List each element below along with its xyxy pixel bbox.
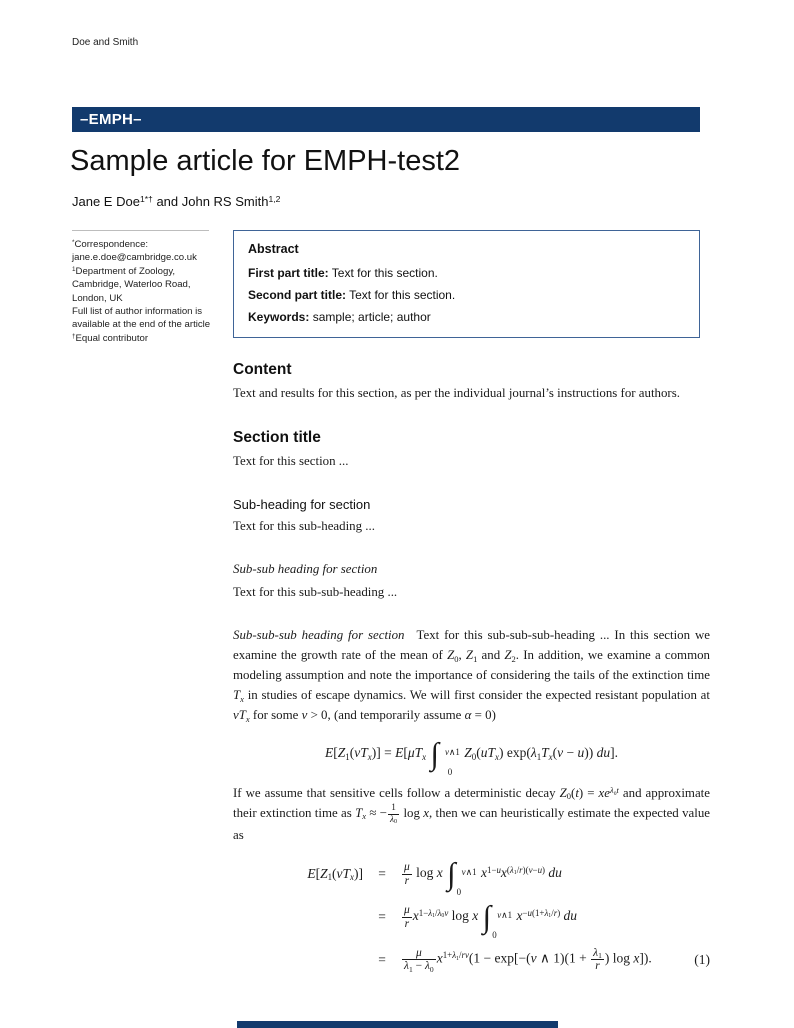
equation-rhs: $\frac{\mu}{r}$ log x ∫ v∧1 0 $x^{1-u}x^{(\lambda_1/r)(v-u)}$ du (404, 855, 562, 898)
run-in-paragraph (233, 625, 710, 725)
equation-rhs: $\frac{\mu}{r}$ $x^{1-\lambda_1/\lambda_0v}$ log x ∫ v∧1 0 $x^{-u(1+\lambda_1/r)}$ du (404, 898, 578, 941)
section-paragraph: Text for this section ... (233, 454, 349, 468)
subsubsection-paragraph: Text for this sub-sub-heading ... (233, 585, 398, 599)
equation-relation: = (378, 951, 386, 967)
author-info-note: available at the end of the article (72, 319, 211, 331)
article-title: Sample article for EMPH-test2 (70, 145, 461, 177)
section-heading-content: Content (233, 361, 292, 378)
abstract-item (248, 266, 685, 280)
abstract-keywords-text: sample; article; author (309, 310, 431, 324)
equation-lhs: $E[Z_1(vT_x)]$ (307, 865, 363, 883)
footer-bar (237, 1021, 558, 1028)
abstract-item-label: First part title: (248, 266, 329, 280)
running-head: Doe and Smith (72, 37, 139, 48)
abstract-box (233, 230, 700, 338)
affiliation-line: $^1$Department of Zoology, (72, 265, 176, 277)
affiliation-line: Cambridge, Waterloo Road, (72, 279, 191, 291)
affiliation-line: London, UK (72, 292, 123, 304)
equation-row (233, 855, 710, 898)
subsubsection-heading: Sub-sub heading for section (233, 562, 378, 576)
equation-relation: = (378, 908, 386, 924)
run-in-heading: Sub-sub-sub heading for section (233, 628, 405, 642)
content-paragraph: Text and results for this section, as per the individual journal’s instructions for authors. (233, 386, 680, 400)
run-in-body: Text for this sub-sub-sub-heading ... In this section we examine the growth rate of the mean of $Z_0$, $Z_1$ and $Z_2$. In addition, we examine a common modeling assumption and note the importance of considering the tails of the extinction time $T_x$ in studies of escape dynamics. We will first consider the expected resistant population at $vT_x$ for some v > 0, (and temporarily assume α = 0) (233, 628, 711, 724)
abstract-item-text: Text for this section. (328, 266, 438, 280)
aligned-equations (233, 857, 710, 977)
equation-row (233, 943, 710, 977)
correspondence-line: *Correspondence: (72, 238, 149, 250)
subsection-heading: Sub-heading for section (233, 497, 371, 512)
equation-number: (1) (694, 951, 710, 967)
correspondence-email: jane.e.doe@cambridge.co.uk (72, 252, 197, 264)
journal-banner-label: –EMPH– (80, 111, 142, 128)
equation-rhs: $\frac{\mu}{\lambda_1 - \lambda_0}$ $x^{1+\lambda_1/rv}(1 - \exp[-(v$ ∧ 1)(1 + $\frac{\lambda_1}{r}$ ) log x]). (404, 946, 652, 974)
author-line: Jane E Doe$^{1*\dagger}$ and John RS Smith$^{1,2}$ (72, 193, 281, 209)
abstract-heading: Abstract (248, 242, 299, 256)
author-info-note: Full list of author information is (72, 306, 203, 318)
main-column (233, 360, 710, 977)
subsection-paragraph: Text for this sub-heading ... (233, 519, 375, 533)
abstract-keywords-label: Keywords: (248, 310, 310, 324)
equation-intro-paragraph: If we assume that sensitive cells follow a deterministic decay $Z_0(t) = xe^{\lambda_0t}$ and approximate their extinction time as $T_x$ ≈ − $\frac{1}{\lambda_0}$ log x, then we can heuristically estimate the expected value as (233, 784, 710, 842)
abstract-item-label: Second part title: (248, 288, 347, 302)
display-equation: $E[Z_1(vT_x)] = E[\mu T_x$ ∫ v∧1 0 $Z_0(uT_x) \exp(\lambda_1T_x(v - u))$ du]. (325, 736, 618, 778)
correspondence-rule (72, 230, 209, 231)
correspondence-block (72, 230, 212, 345)
abstract-item (248, 288, 685, 302)
section-heading: Section title (233, 429, 321, 446)
equal-contributor-note: †Equal contributor (72, 332, 149, 344)
equation-relation: = (378, 865, 386, 881)
journal-banner (72, 107, 700, 132)
abstract-item-text: Text for this section. (346, 288, 456, 302)
abstract-keywords (248, 310, 685, 324)
equation-row (233, 898, 710, 941)
